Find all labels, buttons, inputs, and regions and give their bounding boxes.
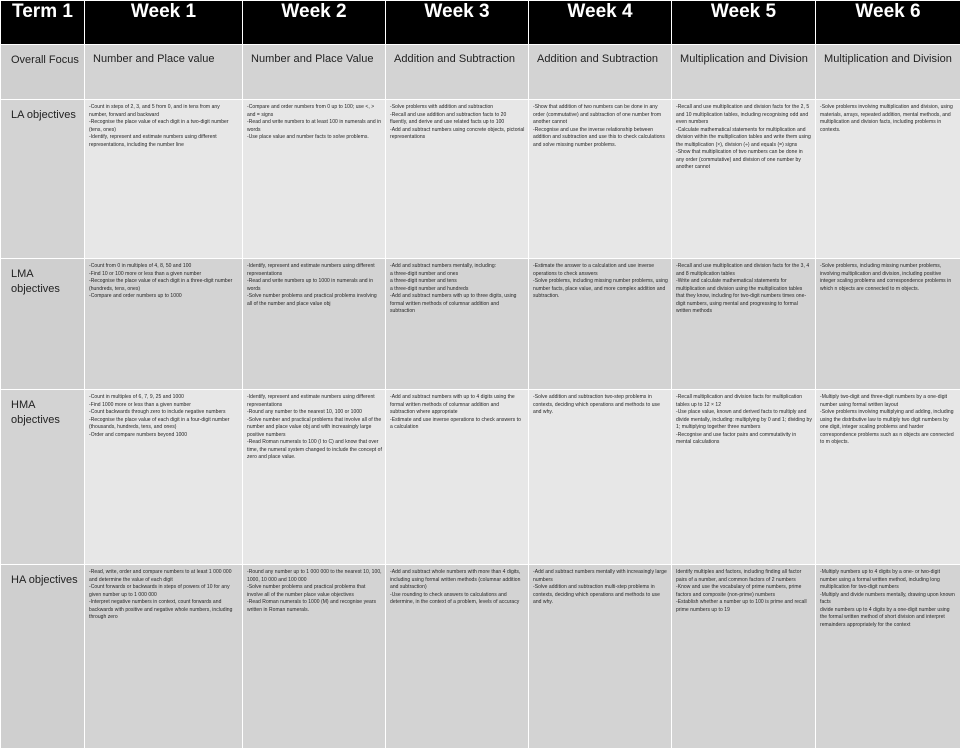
focus-week-1: Number and Place value (85, 45, 243, 100)
la-week-2: -Compare and order numbers from 0 up to 100; use <, > and = signs -Read and write numbers to at least 100 in numerals and in words -Use place value and number facts to solve problems. (243, 100, 386, 259)
ha-week-5: Identify multiples and factors, including finding all factor pairs of a number, and common factors of 2 numbers -Know and use the vocabulary of prime numbers, prime factors and composite (non-prime) numbers -Establish whether a number up to 100 is prime and recall prime numbers up to 19 (672, 565, 816, 749)
focus-week-3: Addition and Subtraction (386, 45, 529, 100)
lma-week-3: -Add and subtract numbers mentally, including: a three-digit number and ones a three-digit number and tens a three-digit number and hundreds -Add and subtract numbers with up to three digits, using formal written methods of columnar addition and subtraction (386, 259, 529, 390)
lma-objectives-row (1, 259, 960, 390)
row-label-hma: HMA objectives (1, 390, 85, 565)
la-week-4: -Show that addition of two numbers can be done in any order (commutative) and subtraction of one number from another cannot -Recognise and use the inverse relationship between addition and subtraction and use this to check calculations and solve missing number problems. (529, 100, 672, 259)
row-label-lma: LMA objectives (1, 259, 85, 390)
focus-week-4: Addition and Subtraction (529, 45, 672, 100)
lma-week-5: -Recall and use multiplication and division facts for the 3, 4 and 8 multiplication tables -Write and calculate mathematical statements for multiplication and division using the multiplication tables that they know, including for two-digit numbers times one-digit numbers, using mental and progressing to formal written methods (672, 259, 816, 390)
header-week-5: Week 5 (672, 1, 816, 45)
la-week-5: -Recall and use multiplication and division facts for the 2, 5 and 10 multiplication tables, including recognising odd and even numbers -Calculate mathematical statements for multiplication and division within the multiplication tables and write them using the multiplication (×), division (÷) and equals (=) signs -Show that multiplication of two numbers can be done in any order (commutative) and division of one number by another cannot (672, 100, 816, 259)
ha-week-2: -Round any number up to 1 000 000 to the nearest 10, 100, 1000, 10 000 and 100 000 -Solve number problems and practical problems that involve all of the number place value objectives -Read Roman numerals to 1000 (M) and recognise years written in Roman numerals. (243, 565, 386, 749)
header-row (1, 1, 960, 45)
hma-week-1: -Count in multiples of 6, 7, 9, 25 and 1000 -Find 1000 more or less than a given number -Count backwards through zero to include negative numbers -Recognise the place value of each digit in a four-digit number (thousands, hundreds, tens, and ones) -Order and compare numbers beyond 1000 (85, 390, 243, 565)
overall-focus-row (1, 45, 960, 100)
ha-week-1: -Read, write, order and compare numbers to at least 1 000 000 and determine the value of each digit -Count forwards or backwards in steps of powers of 10 for any given number up to 1 000 000 -Interpret negative numbers in context, count forwards and backwards with positive and negative whole numbers, including through zero (85, 565, 243, 749)
la-week-3: -Solve problems with addition and subtraction -Recall and use addition and subtraction facts to 20 fluently, and derive and use related facts up to 100 -Add and subtract numbers using concrete objects, pictorial representations (386, 100, 529, 259)
ha-week-4: -Add and subtract numbers mentally with increasingly large numbers -Solve addition and subtraction multi-step problems in contexts, deciding which operations and methods to use and why. (529, 565, 672, 749)
hma-week-5: -Recall multiplication and division facts for multiplication tables up to 12 × 12 -Use place value, known and derived facts to multiply and divide mentally, including: multiplying by 0 and 1; dividing by 1; multiplying together three numbers -Recognise and use factor pairs and commutativity in mental calculations (672, 390, 816, 565)
header-week-1: Week 1 (85, 1, 243, 45)
la-week-6: -Solve problems involving multiplication and division, using materials, arrays, repeated addition, mental methods, and multiplication and division facts, including problems in contexts. (816, 100, 960, 259)
ha-week-3: -Add and subtract whole numbers with more than 4 digits, including using formal written methods (columnar addition and subtraction) -Use rounding to check answers to calculations and determine, in the context of a problem, levels of accuracy (386, 565, 529, 749)
focus-week-5: Multiplication and Division (672, 45, 816, 100)
row-label-overall-focus: Overall Focus (1, 45, 85, 100)
hma-week-6: -Multiply two-digit and three-digit numbers by a one-digit number using formal written layout -Solve problems involving multiplying and adding, including using the distributive law to multiply two digit numbers by one digit, integer scaling problems and harder correspondence problems such as n objects are connected to m objects. (816, 390, 960, 565)
header-week-4: Week 4 (529, 1, 672, 45)
header-week-6: Week 6 (816, 1, 960, 45)
lma-week-1: -Count from 0 in multiples of 4, 8, 50 and 100 -Find 10 or 100 more or less than a given number -Recognise the place value of each digit in a three-digit number (hundreds, tens, ones) -Compare and order numbers up to 1000 (85, 259, 243, 390)
row-label-la: LA objectives (1, 100, 85, 259)
hma-week-4: -Solve addition and subtraction two-step problems in contexts, deciding which operations and methods to use and why. (529, 390, 672, 565)
lma-week-2: -Identify, represent and estimate numbers using different representations -Read and write numbers up to 1000 in numerals and in words -Solve number problems and practical problems involving all of the number and place value obj (243, 259, 386, 390)
focus-week-6: Multiplication and Division (816, 45, 960, 100)
hma-week-3: -Add and subtract numbers with up to 4 digits using the formal written methods of columnar addition and subtraction where appropriate -Estimate and use inverse operations to check answers to a calculation (386, 390, 529, 565)
ha-week-6: -Multiply numbers up to 4 digits by a one- or two-digit number using a formal written method, including long multiplication for two-digit numbers -Multiply and divide numbers mentally, drawing upon known facts divide numbers up to 4 digits by a one-digit number using the formal written method of short division and interpret remainders appropriately for the context (816, 565, 960, 749)
lma-week-6: -Solve problems, including missing number problems, involving multiplication and division, including positive integer scaling problems and correspondence problems in which n objects are connected to m objects. (816, 259, 960, 390)
header-week-2: Week 2 (243, 1, 386, 45)
header-term: Term 1 (1, 1, 85, 45)
hma-week-2: -Identify, represent and estimate numbers using different representations -Round any number to the nearest 10, 100 or 1000 -Solve number and practical problems that involve all of the number and place value obj and with increasingly large positive numbers -Read Roman numerals to 100 (I to C) and know that over time, the numeral system changed to include the concept of zero and place value. (243, 390, 386, 565)
hma-objectives-row (1, 390, 960, 565)
focus-week-2: Number and Place Value (243, 45, 386, 100)
ha-objectives-row (1, 565, 960, 749)
row-label-ha: HA objectives (1, 565, 85, 749)
la-week-1: -Count in steps of 2, 3, and 5 from 0, and in tens from any number, forward and backward -Recognise the place value of each digit in a two-digit number (tens, ones) -Identify, represent and estimate numbers using different representations, including the number line (85, 100, 243, 259)
header-week-3: Week 3 (386, 1, 529, 45)
la-objectives-row (1, 100, 960, 259)
lma-week-4: -Estimate the answer to a calculation and use inverse operations to check answers -Solve problems, including missing number problems, using number facts, place value, and more complex addition and subtraction. (529, 259, 672, 390)
